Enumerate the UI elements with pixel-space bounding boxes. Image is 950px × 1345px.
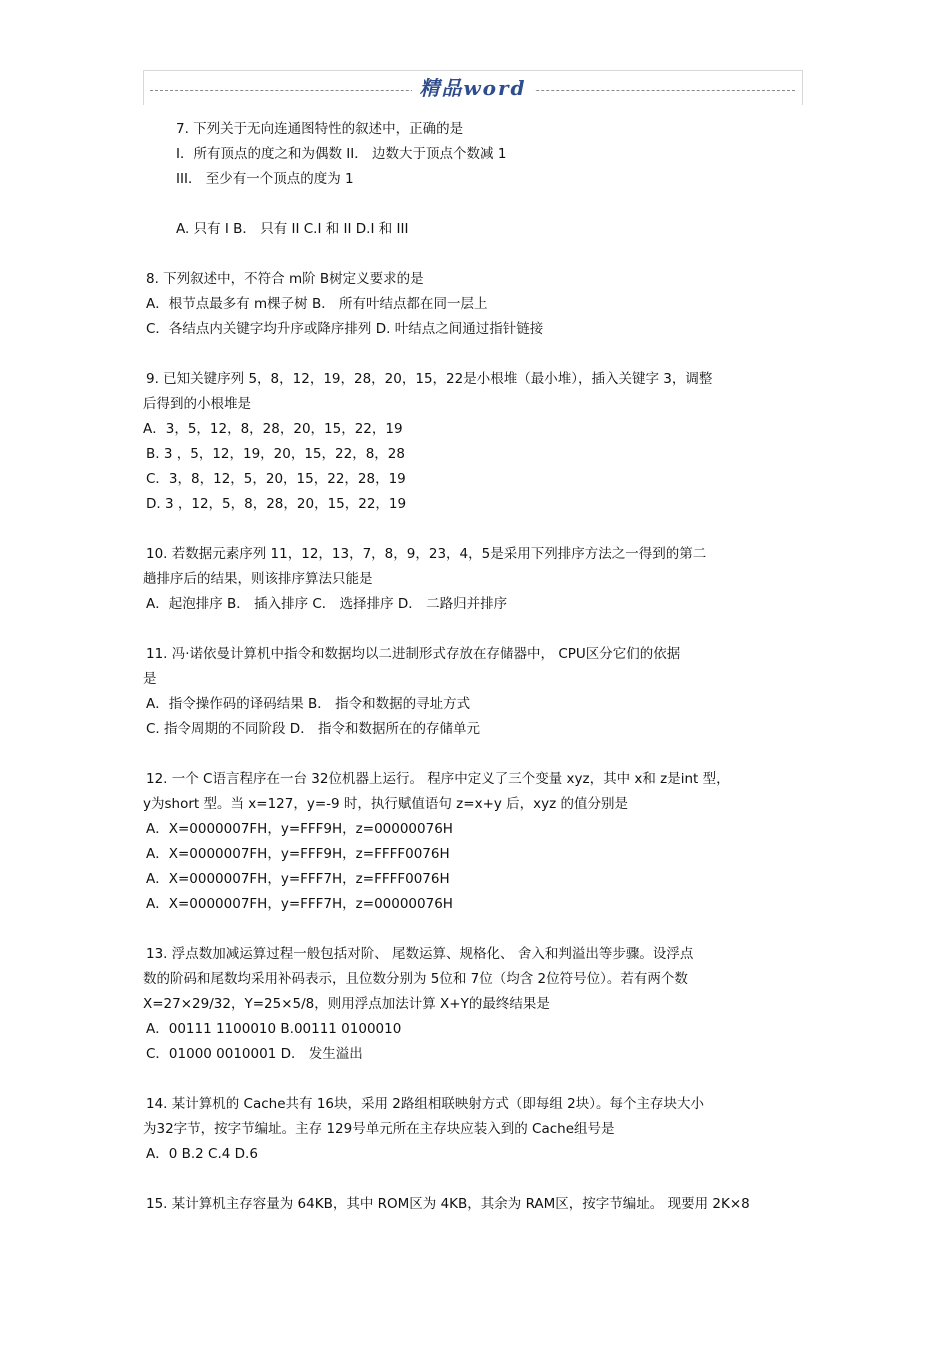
text-line: A．X=0000007FH，y=FFF9H，z=00000076H <box>146 821 453 837</box>
text-line: X=27×29/32，Y=25×5/8，则用浮点加法计算 X+Y的最终结果是 <box>143 996 550 1012</box>
text-line: y为short 型。当 x=127，y=-9 时，执行赋值语句 z=x+y 后，xyz 的值分别是 <box>143 796 629 812</box>
text-line: 11. 冯·诺依曼计算机中指令和数据均以二进制形式存放在存储器中， CPU区分它们的依据 <box>146 646 681 662</box>
text-line: 8. 下列叙述中，不符合 m阶 B树定义要求的是 <box>146 271 424 287</box>
text-line: A．3，5，12，8，28，20，15，22，19 <box>143 421 403 437</box>
text-line: 12. 一个 C语言程序在一台 32位机器上运行。 程序中定义了三个变量 xyz，其中 x和 z是int 型， <box>146 771 730 787</box>
text-line: B. 3 ，5，12，19，20，15，22，8，28 <box>146 446 405 462</box>
text-line: A．起泡排序 B． 插入排序 C． 选择排序 D． 二路归并排序 <box>146 596 508 612</box>
text-line: 是 <box>143 671 157 687</box>
text-line: 14. 某计算机的 Cache共有 16块，采用 2路组相联映射方式（即每组 2块）。每个主存块大小 <box>146 1096 705 1112</box>
text-line: 10. 若数据元素序列 11，12，13，7，8，9，23，4，5是采用下列排序方法之一得到的第二 <box>146 546 707 562</box>
text-line: A．00111 1100010 B.00111 0100010 <box>146 1021 402 1037</box>
text-line: 后得到的小根堆是 <box>143 396 251 412</box>
text-line: I．所有顶点的度之和为偶数 II． 边数大于顶点个数减 1 <box>176 146 507 162</box>
text-line: A．X=0000007FH，y=FFF7H，z=00000076H <box>146 896 453 912</box>
text-line: 15. 某计算机主存容量为 64KB，其中 ROM区为 4KB，其余为 RAM区，按字节编址。 现要用 2K×8 <box>146 1196 750 1212</box>
text-line: C．各结点内关键字均升序或降序排列 D. 叶结点之间通过指针链接 <box>146 321 544 337</box>
text-line: A．X=0000007FH，y=FFF9H，z=FFFF0076H <box>146 846 450 862</box>
text-line: 趟排序后的结果，则该排序算法只能是 <box>143 571 373 587</box>
text-line: D. 3 ，12，5，8，28，20，15，22，19 <box>146 496 407 512</box>
text-line: A．指令操作码的译码结果 B． 指令和数据的寻址方式 <box>146 696 471 712</box>
text-line: 数的阶码和尾数均采用补码表示，且位数分别为 5位和 7位（均含 2位符号位）。若有两个数 <box>143 971 688 987</box>
text-line: C．3，8，12，5，20，15，22，28，19 <box>146 471 406 487</box>
text-line: C. 指令周期的不同阶段 D． 指令和数据所在的存储单元 <box>146 721 480 737</box>
text-line: 为32字节，按字节编址。主存 129号单元所在主存块应装入到的 Cache组号是 <box>143 1121 615 1137</box>
text-line: A．X=0000007FH，y=FFF7H，z=FFFF0076H <box>146 871 450 887</box>
text-line: A. 只有 I B． 只有 II C.I 和 II D.I 和 III <box>176 221 409 237</box>
text-line: 7. 下列关于无向连通图特性的叙述中，正确的是 <box>176 121 464 137</box>
text-line: A．根节点最多有 m棵子树 B． 所有叶结点都在同一层上 <box>146 296 488 312</box>
header-brand-logo: 精品word <box>412 73 534 103</box>
text-line: 13. 浮点数加减运算过程一般包括对阶、 尾数运算、规格化、 舍入和判溢出等步骤。设浮点 <box>146 946 694 962</box>
text-line: 9. 已知关键序列 5，8，12，19，28，20，15，22是小根堆（最小堆），插入关键字 3，调整 <box>146 371 713 387</box>
text-line: C．01000 0010001 D． 发生溢出 <box>146 1046 363 1062</box>
text-line: III． 至少有一个顶点的度为 1 <box>176 171 354 187</box>
text-line: A．0 B.2 C.4 D.6 <box>146 1146 258 1162</box>
